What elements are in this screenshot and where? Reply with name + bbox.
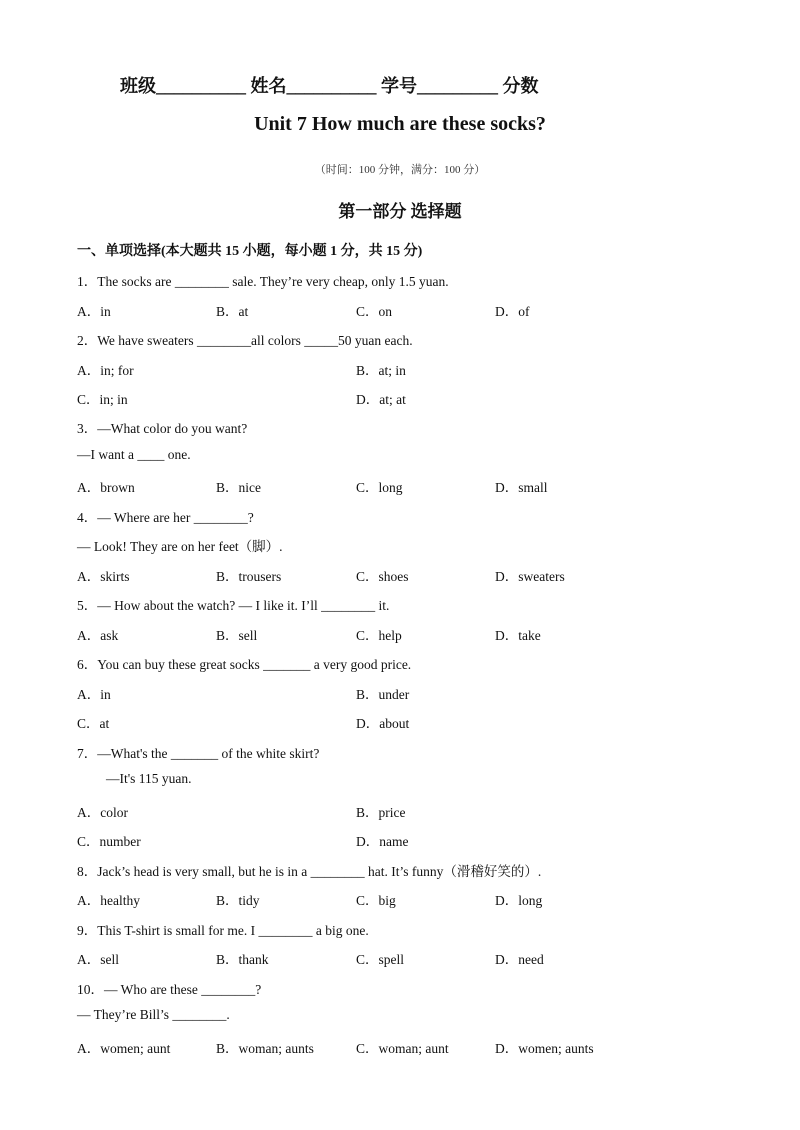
option-c: C．in; in xyxy=(77,392,128,407)
option-d: D．women; aunts xyxy=(495,1041,594,1056)
option-a: A．sell xyxy=(77,952,119,967)
option-a: A．in; for xyxy=(77,363,134,378)
time-score-note: （时间：100 分钟，满分：100 分） xyxy=(314,164,486,176)
option-d: D．about xyxy=(356,716,410,731)
option-b: B．thank xyxy=(216,952,269,967)
section-heading: 一、单项选择(本大题共 15 小题，每小题 1 分，共 15 分) xyxy=(77,244,423,259)
question-stem: 8．Jack’s head is very small, but he is in a ________ hat. It’s funny（滑稽好笑的）. xyxy=(77,864,542,879)
option-a: A．color xyxy=(77,805,128,820)
option-c: C．spell xyxy=(356,952,405,967)
page-title: Unit 7 How much are these socks? xyxy=(254,113,546,135)
question-stem: 3．—What color do you want? xyxy=(77,421,248,436)
question-stem: 4．— Where are her ________? xyxy=(77,510,254,525)
option-a: A．healthy xyxy=(77,893,140,908)
option-d: D．small xyxy=(495,480,548,495)
question-stem-line: — They’re Bill’s ________. xyxy=(77,1007,230,1022)
option-d: D．sweaters xyxy=(495,569,565,584)
option-c: C．big xyxy=(356,893,396,908)
option-a: A．in xyxy=(77,304,111,319)
option-a: A．brown xyxy=(77,480,135,495)
question-stem: 10．— Who are these ________? xyxy=(77,982,262,997)
option-b: B．sell xyxy=(216,628,258,643)
option-b: B．price xyxy=(356,805,406,820)
option-c: C．woman; aunt xyxy=(356,1041,449,1056)
option-b: B．trousers xyxy=(216,569,282,584)
option-d: D．at; at xyxy=(356,392,406,407)
question-stem: 2．We have sweaters ________all colors _____50 yuan each. xyxy=(77,333,413,348)
option-d: D．of xyxy=(495,304,530,319)
question-stem: 5．— How about the watch? — I like it. I’ll ________ it. xyxy=(77,598,390,613)
option-c: C．help xyxy=(356,628,402,643)
option-b: B．under xyxy=(356,687,410,702)
option-b: B．tidy xyxy=(216,893,260,908)
option-c: C．shoes xyxy=(356,569,409,584)
question-stem-line: —I want a ____ one. xyxy=(77,447,191,462)
part-heading: 第一部分 选择题 xyxy=(338,202,462,221)
question-stem-line: —It's 115 yuan. xyxy=(106,771,192,786)
option-c: C．on xyxy=(356,304,393,319)
option-b: B．at; in xyxy=(356,363,406,378)
question-stem: 1．The socks are ________ sale. They’re very cheap, only 1.5 yuan. xyxy=(77,274,449,289)
option-d: D．name xyxy=(356,834,409,849)
question-stem-line: — Look! They are on her feet（脚）. xyxy=(77,539,283,554)
option-d: D．long xyxy=(495,893,543,908)
option-d: D．take xyxy=(495,628,541,643)
option-b: B．nice xyxy=(216,480,261,495)
question-stem: 7．—What's the _______ of the white skirt? xyxy=(77,746,320,761)
option-c: C．number xyxy=(77,834,141,849)
option-a: A．in xyxy=(77,687,111,702)
option-a: A．skirts xyxy=(77,569,130,584)
option-c: C．long xyxy=(356,480,403,495)
option-c: C．at xyxy=(77,716,110,731)
option-a: A．women; aunt xyxy=(77,1041,171,1056)
option-a: A．ask xyxy=(77,628,119,643)
question-stem: 6．You can buy these great socks _______ a very good price. xyxy=(77,657,412,672)
option-b: B．at xyxy=(216,304,249,319)
student-info-header: 班级__________ 姓名__________ 学号_________ 分数 xyxy=(120,76,539,96)
question-stem: 9．This T-shirt is small for me. I ________ a big one. xyxy=(77,923,369,938)
option-d: D．need xyxy=(495,952,544,967)
option-b: B．woman; aunts xyxy=(216,1041,314,1056)
